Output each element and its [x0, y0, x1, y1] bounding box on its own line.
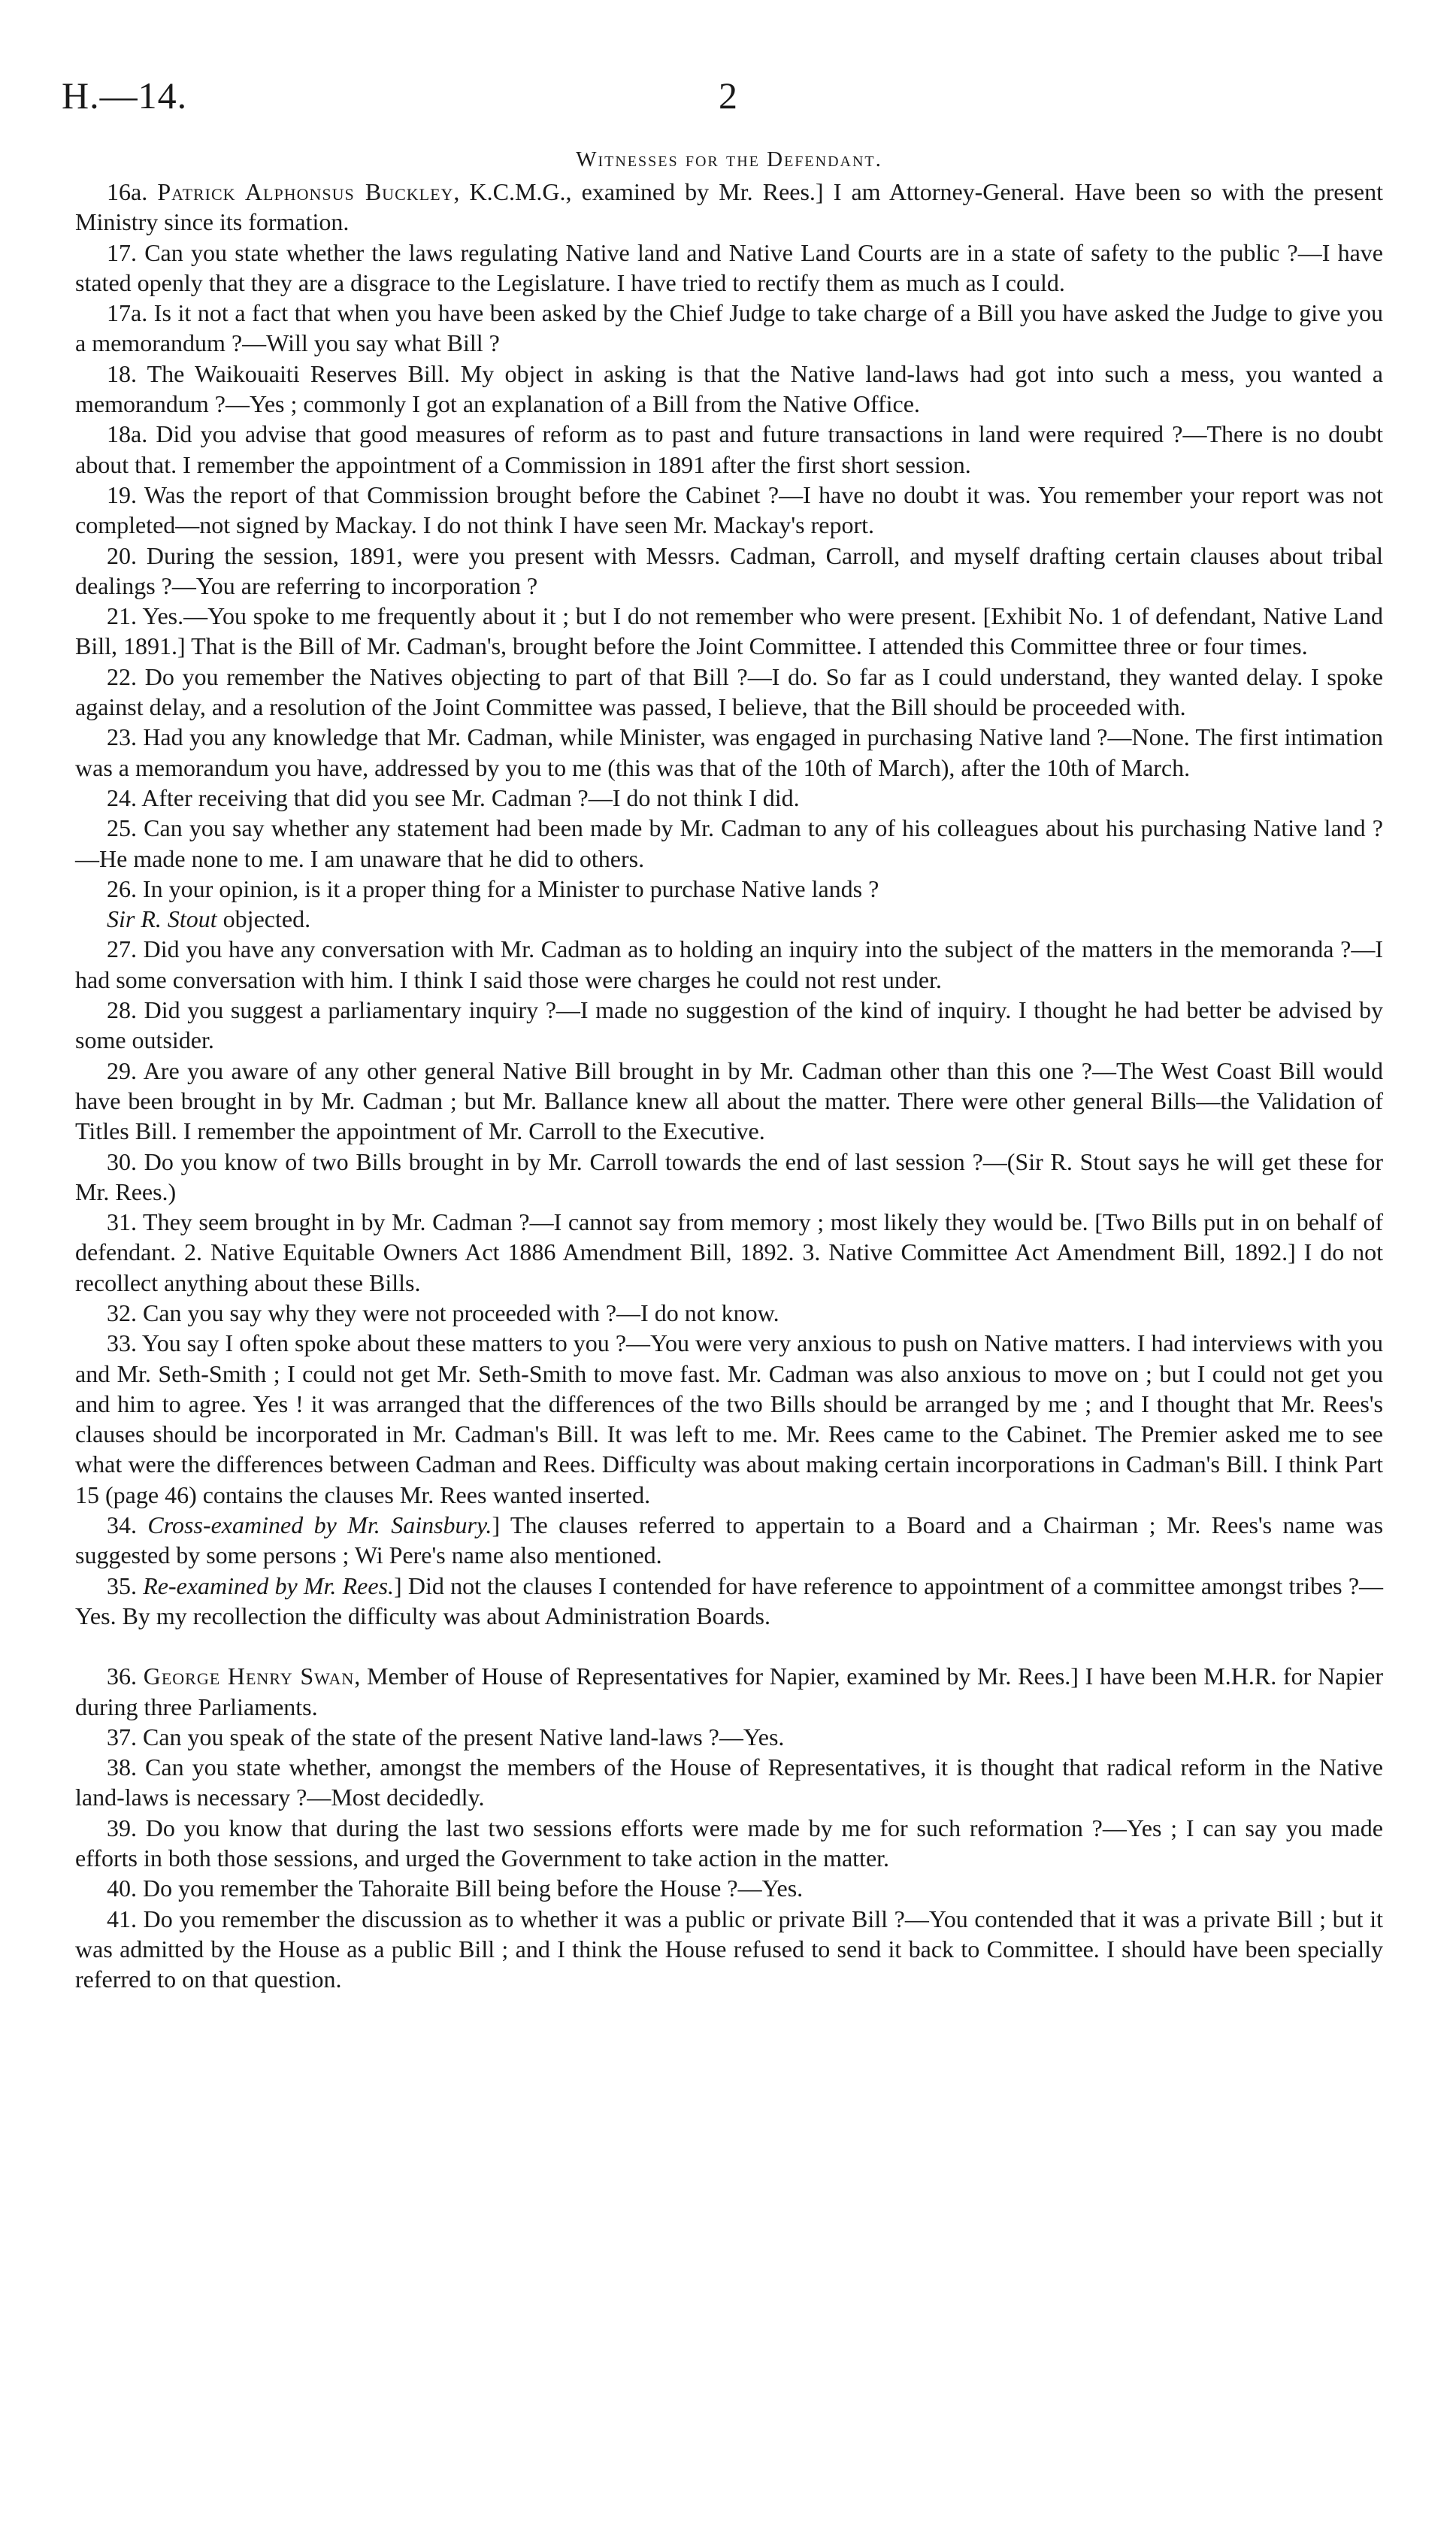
paragraph-19: 19. Was the report of that Commission brought before the Cabinet ?—I have no doubt it was. You remember your report was not completed—not signed by Mackay. I do not think I have seen Mr. Mackay's report.: [75, 480, 1383, 539]
paragraph-24: 24. After receiving that did you see Mr. Cadman ?—I do not think I did.: [107, 784, 800, 811]
examination-note: Cross-examined by Mr. Sainsbury.: [147, 1511, 492, 1539]
page-number: 2: [719, 74, 737, 117]
paragraph-28: 28. Did you suggest a parliamentary inquiry ?—I made no suggestion of the kind of inquiry. I thought he had better be advised by some outsider.: [75, 996, 1383, 1054]
paragraph-text: ] The clauses referred to appertain to a Board and a Chairman ; Mr. Rees's name was suggested by some persons ; Wi Pere's name also mentioned.: [75, 1511, 1384, 1569]
paragraph-number: 35.: [107, 1572, 144, 1599]
objector-name: Sir R. Stout: [107, 905, 217, 933]
paragraph-32: 32. Can you say why they were not proceeded with ?—I do not know.: [107, 1299, 779, 1326]
paragraph-35: [75, 1571, 1383, 1632]
document-reference: H.—14.: [62, 74, 188, 117]
paragraph-34: [75, 1510, 1383, 1571]
paragraph-26: 26. In your opinion, is it a proper thing for a Minister to purchase Native lands ?: [107, 874, 879, 902]
paragraph-40: 40. Do you remember the Tahoraite Bill being before the House ?—Yes.: [107, 1875, 804, 1902]
paragraph-22: 22. Do you remember the Natives objecting to part of that Bill ?—I do. So far as I could understand, they wanted delay. I spoke against delay, and a resolution of the Joint Committee was passed, I believe, that the Bill should be proceeded with.: [75, 662, 1383, 721]
paragraph-41: 41. Do you remember the discussion as to whether it was a public or private Bill ?—You contended that it was a private Bill ; but it was admitted by the House as a public Bill ; and I think the House refused to send it back to Committee. I should have been specially referred to on that question.: [75, 1905, 1383, 1993]
paragraph-text: objected.: [216, 905, 311, 933]
paragraph-text: ] Did not the clauses I contended for have reference to appointment of a committee amongst tribes ?—Yes. By my recollection the difficulty was about Administration Boards.: [75, 1572, 1384, 1629]
paragraph-18a: 18a. Did you advise that good measures of reform as to past and future transactions in land were required ?—There is no doubt about that. I remember the appointment of a Commission in 1891 after the first short session.: [75, 420, 1383, 478]
paragraph-30: 30. Do you know of two Bills brought in by Mr. Carroll towards the end of last session ?—(Sir R. Stout says he will get these for Mr. Rees.): [75, 1147, 1383, 1205]
paragraph-number: 36.: [107, 1663, 144, 1690]
paragraph-27: 27. Did you have any conversation with Mr. Cadman as to holding an inquiry into the subject of the matters in the memoranda ?—I had some conversation with him. I think I said those were charges he could not rest under.: [75, 935, 1383, 993]
paragraph-text: , Member of House of Representatives for Napier, examined by Mr. Rees.] I have been M.H.R. for Napier during three Parliaments.: [75, 1663, 1384, 1720]
paragraph-20: 20. During the session, 1891, were you present with Messrs. Cadman, Carroll, and myself drafting certain clauses about tribal dealings ?—You are referring to incorporation ?: [75, 541, 1383, 599]
paragraph-37: 37. Can you speak of the state of the present Native land-laws ?—Yes.: [107, 1723, 785, 1750]
paragraph-25: 25. Can you say whether any statement had been made by Mr. Cadman to any of his colleagues about his purchasing Native land ?—He made none to me. I am unaware that he did to others.: [75, 814, 1383, 872]
paragraph-17a: 17a. Is it not a fact that when you have been asked by the Chief Judge to take charge of a Bill you have asked the Judge to give you a memorandum ?—Will you say what Bill ?: [75, 299, 1383, 357]
paragraph-21: 21. Yes.—You spoke to me frequently about it ; but I do not remember who were present. [Exhibit No. 1 of defendant, Native Land Bill, 1891.] That is the Bill of Mr. Cadman's, brought before the Joint Committee. I attended this Committee three or four times.: [75, 602, 1383, 660]
paragraph-38: 38. Can you state whether, amongst the members of the House of Representatives, it is thought that radical reform in the Native land-laws is necessary ?—Most decidedly.: [75, 1753, 1383, 1811]
paragraph-26-objection: [75, 904, 1383, 934]
paragraph-text: , K.C.M.G., examined by Mr. Rees.] I am Attorney-General. Have been so with the present Ministry since its formation.: [75, 178, 1384, 236]
witness-name: George Henry Swan: [143, 1663, 355, 1690]
paragraph-29: 29. Are you aware of any other general Native Bill brought in by Mr. Cadman other than this one ?—The West Coast Bill would have been brought in by Mr. Cadman ; but Mr. Ballance knew all about the matter. There were other general Bills—the Validation of Titles Bill. I remember the appointment of Mr. Carroll to the Executive.: [75, 1056, 1383, 1145]
page-header: [62, 74, 1394, 119]
paragraph-16a: [75, 177, 1383, 238]
paragraph-39: 39. Do you know that during the last two sessions efforts were made by me for such reformation ?—Yes ; I can say you made efforts in both those sessions, and urged the Government to take action in the matter.: [75, 1814, 1383, 1872]
document-body: [75, 147, 1383, 1995]
paragraph-number: 34.: [107, 1511, 148, 1539]
paragraph-17: 17. Can you state whether the laws regulating Native land and Native Land Courts are in a state of safety to the public ?—I have stated openly that they are a disgrace to the Legislature. I have tried to rectify them as much as I could.: [75, 238, 1383, 296]
paragraph-36: [75, 1661, 1383, 1722]
paragraph-31: 31. They seem brought in by Mr. Cadman ?—I cannot say from memory ; most likely they would be. [Two Bills put in on behalf of defendant. 2. Native Equitable Owners Act 1886 Amendment Bill, 1892. 3. Native Committee Act Amendment Bill, 1892.] I do not recollect anything about these Bills.: [75, 1208, 1383, 1296]
witness-name: Patrick Alphonsus Buckley: [157, 178, 454, 205]
paragraph-33: 33. You say I often spoke about these matters to you ?—You were very anxious to push on Native matters. I had interviews with you and Mr. Seth-Smith ; I could not get Mr. Seth-Smith to move fast. Mr. Cadman was also anxious to move on ; but I could not get you and him to agree. Yes ! it was arranged that the differences of the two Bills should be arranged by me ; and I thought that Mr. Rees's clauses should be incorporated in Mr. Cadman's Bill. It was left to me. Mr. Rees came to the Cabinet. The Premier asked me to see what were the differences between Cadman and Rees. Difficulty was about making certain incorporations in Cadman's Bill. I think Part 15 (page 46) contains the clauses Mr. Rees wanted inserted.: [75, 1329, 1383, 1508]
section-title: Witnesses for the Defendant.: [576, 147, 882, 171]
paragraph-23: 23. Had you any knowledge that Mr. Cadman, while Minister, was engaged in purchasing Native land ?—None. The first intimation was a memorandum you have, addressed by you to me (this was that of the 10th of March), after the 10th of March.: [75, 723, 1383, 781]
paragraph-18: 18. The Waikouaiti Reserves Bill. My object in asking is that the Native land-laws had got into such a mess, you wanted a memorandum ?—Yes ; commonly I got an explanation of a Bill from the Native Office.: [75, 359, 1383, 418]
paragraph-number: 16a.: [107, 178, 148, 205]
examination-note: Re-examined by Mr. Rees.: [143, 1572, 395, 1599]
